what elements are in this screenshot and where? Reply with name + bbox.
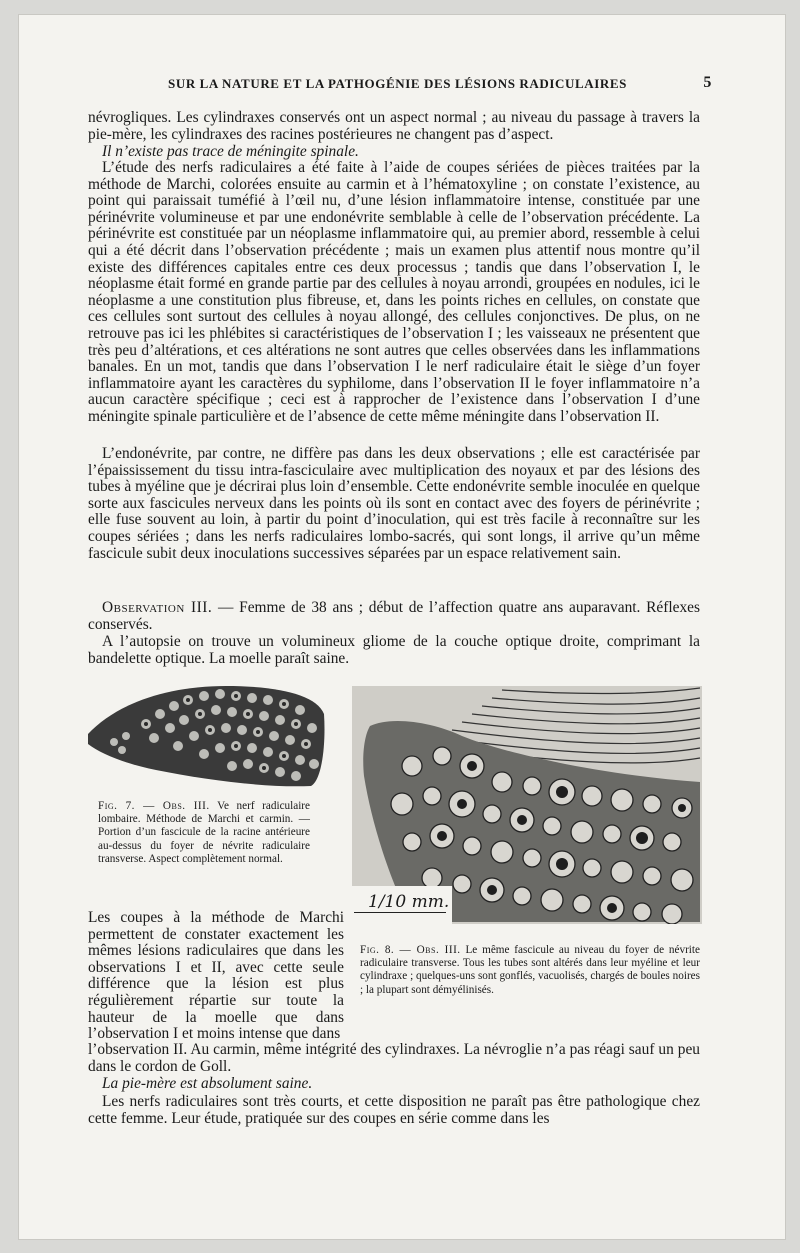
fig7-caption-label: Fig. 7. — Obs. III. (98, 800, 210, 812)
paragraph-7-narrow: Les coupes à la méthode de Marchi permettent de constater exactement les mêmes lésions radiculaires que dans les observations I et II, avec cette seule différence que la lésion est plus régulièrement répartie sur toute la hauteur de la moelle que dans l’observation I et moins intense que dans (88, 909, 344, 1043)
fig7-caption (98, 800, 310, 866)
observation-3-heading (88, 600, 700, 633)
running-title: SUR LA NATURE ET LA PATHOGÉNIE DES LÉSIONS RADICULAIRES (168, 76, 627, 91)
fig8-caption-text: Le même fascicule au niveau du foyer de névrite radiculaire transverse. Tous les tubes sont altérés dans leur myéline et leur cylindraxe ; quelques-uns sont gonflés, vacuolisés, chargés de boules noires ; la plupart sont démyélinisés. (360, 944, 700, 996)
fig8-scale-bar (354, 912, 446, 913)
fig8-scale-label: 1/10 mm. (368, 892, 450, 912)
page-number: 5 (703, 74, 712, 91)
paragraph-7-full: l’observation II. Au carmin, même intégrité des cylindraxes. La névroglie n’a pas réagi sauf un peu dans le cordon de Goll. (88, 1041, 700, 1075)
observation-label: Observation III. (102, 599, 213, 616)
fig7-caption-text: Ve nerf radiculaire lombaire. Méthode de Marchi et carmin. — Portion d’un fascicule de la racine antérieure au-dessus du foyer de névrite radiculaire transverse. Aspect complètement normal. (98, 800, 310, 865)
fig8-caption-label: Fig. 8. — Obs. III. (360, 944, 461, 956)
paragraph-3: L’étude des nerfs radiculaires a été faite à l’aide de coupes sériées de pièces traitées par la méthode de Marchi, colorées ensuite au carmin et à l’hématoxyline ; on constate l’existence, au point qui paraissait tuméfié à l’œil nu, d’une lésion inflammatoire intense, constituée par une périnévrite volumineuse et par une endonévrite semblable à celle de l’observation précédente. La périnévrite est constituée par un néoplasme inflammatoire qui, au premier abord, ressemble à celui qui a été décrit dans l’observation précédente ; mais un examen plus attentif nous montre qu’il existe des différences capitales entre ces deux processus ; tandis que dans l’observation I, le néoplasme était formé en grande partie par des cellules à noyau arrondi, groupées en nodules, ici le néoplasme a une constitution plus fibreuse, et, dans les points riches en cellules, on constate que ces cellules sont surtout des cellules à noyau allongé, des cellules conjonctives. De plus, on ne retrouve pas ici les phlébites si caractéristiques de l’observation I ; les vaisseaux ne présentent que très peu d’altérations, et ces altérations ne sont autres que celles observées dans les inflammations banales. En un mot, tandis que dans l’observation I le nerf radiculaire était le siège d’un foyer inflammatoire ayant les caractères du syphilome, dans l’observation II le foyer inflammatoire n’a aucun caractère spécifique ; ceci est à rapprocher de l’existence dans l’observation I d’une méningite spinale particulière et de l’absence de cette même méningite dans l’observation II. (88, 159, 700, 425)
fig8-caption (360, 944, 700, 997)
observation-text: — Femme de 38 ans ; début de l’affection quatre ans auparavant. Réflexes conservés. (88, 599, 700, 633)
paragraph-6: A l’autopsie on trouve un volumineux gliome de la couche optique droite, comprimant la bandelette optique. La moelle paraît saine. (88, 633, 700, 667)
paragraph-1: névrogliques. Les cylindraxes conservés ont un aspect normal ; au niveau du passage à travers la pie-mère, les cylindraxes des racines postérieures ne changent pas d’aspect. (88, 109, 700, 143)
fig8-micrograph (352, 686, 702, 924)
paragraph-8: La pie-mère est absolument saine. (102, 1075, 313, 1092)
paragraph-4: L’endonévrite, par contre, ne diffère pas dans les deux observations ; elle est caractérisée par l’épaississement du tissu intra-fasciculaire avec multiplication des noyaux et par des lésions des tubes à myéline que je décrirai plus loin d’ensemble. Cette endonévrite semble inoculée en quelque sorte aux fascicules nerveux dans les points où ils sont en contact avec des foyers de périnévrite ; elle fuse souvent au loin, à partir du point d’inoculation, qui est très facile à reconnaître sur les coupes sériées ; dans les nerfs radiculaires lombo-sacrés, qui sont longs, il arrive qu’un même fascicule subit deux inoculations successives séparées par un espace relativement sain. (88, 445, 700, 562)
running-header (88, 76, 712, 94)
paragraph-2: Il n’existe pas trace de méningite spinale. (102, 143, 359, 160)
paragraph-9: Les nerfs radiculaires sont très courts, et cette disposition ne paraît pas être pathologique chez cette femme. Leur étude, pratiquée sur des coupes en série comme dans les (88, 1093, 700, 1127)
fig7-micrograph (86, 684, 326, 788)
